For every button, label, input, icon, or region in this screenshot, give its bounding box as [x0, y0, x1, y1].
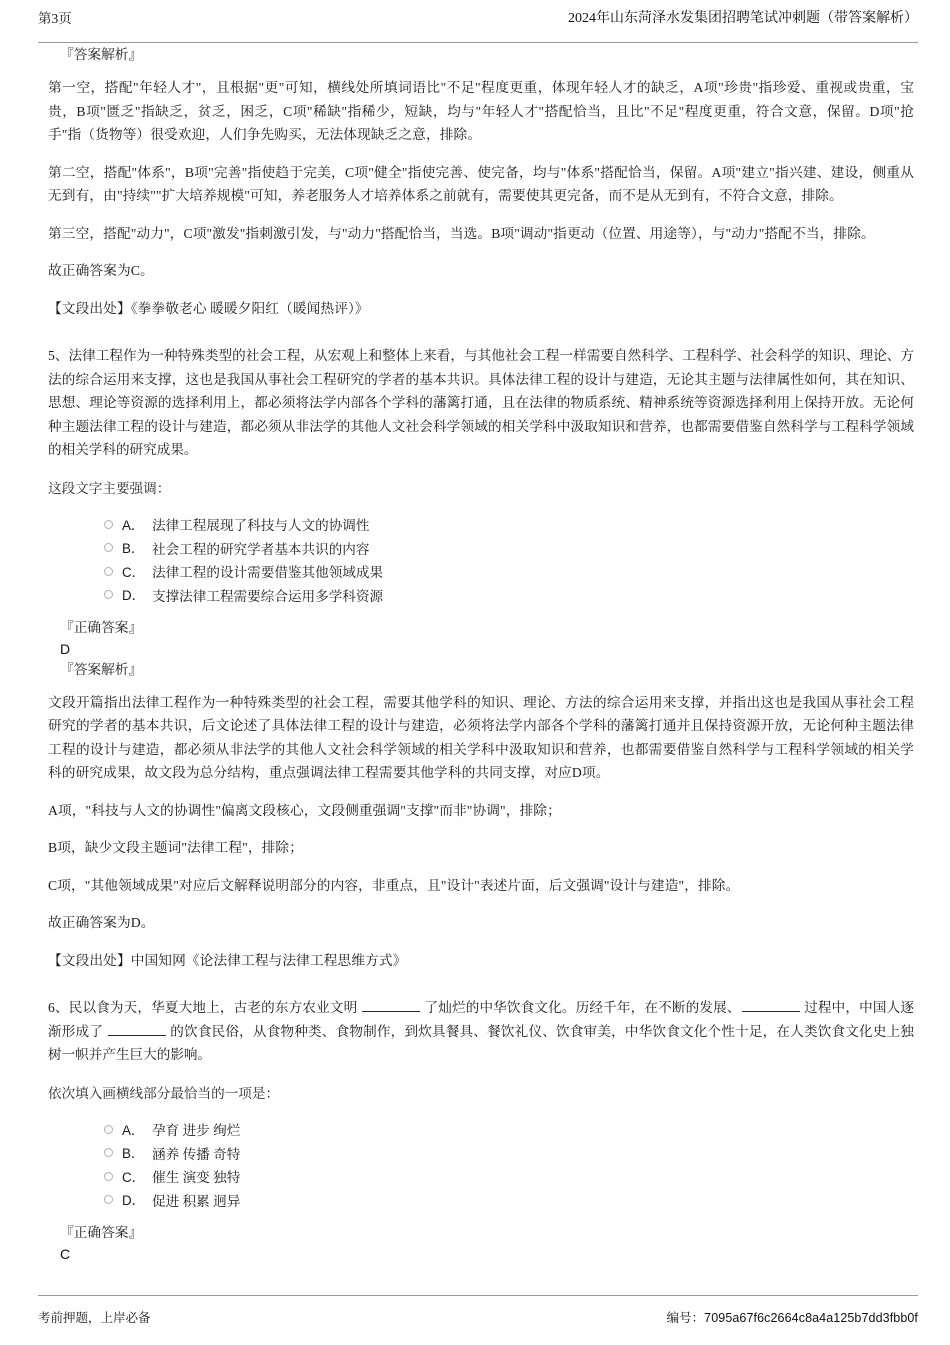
option-key: D． [122, 1193, 146, 1209]
analysis-option-b-q5: B项，缺少文段主题词"法律工程"，排除； [48, 840, 303, 855]
document-title: 2024年山东菏泽水发集团招聘笔试冲刺题（带答案解析） [568, 11, 918, 26]
analysis-main-q5: 文段开篇指出法律工程作为一种特殊类型的社会工程，需要其他学科的知识、理论、方法的综合运用来支撑，并指出这也是我国从事社会工程研究的学者的基本共识，后文论述了具体法律工程的设计与建造，必须将法学内部各个学科的藩篱打通并且保持资源开放，无论何种主题法律工程的设计与建造，都必须从非法学的其他人文社会科学领域的相关学科中汲取知识和营养，也都需要借鉴自然科学与工程科学领域的相关学科的研究成果，故文段为总分结构，重点强调法律工程需要其他学科的共同支撑，对应D项。 [48, 694, 914, 780]
option-label: 支撑法律工程需要综合运用多学科资源 [152, 588, 384, 604]
page-number: 第3页 [38, 11, 72, 26]
option-label: 法律工程展现了科技与人文的协调性 [152, 518, 370, 534]
analysis-paragraph-blank3: 第三空，搭配"动力"，C项"激发"指刺激引发，与"动力"搭配恰当，当选。B项"调动"指更动（位置、用途等），与"动力"搭配不当，排除。 [48, 225, 875, 241]
analysis-conclusion-q4: 故正确答案为C。 [48, 263, 154, 278]
option-a[interactable] [104, 513, 914, 537]
radio-button-icon[interactable] [104, 543, 113, 552]
option-key: D． [122, 588, 146, 604]
correct-answer-value-q6: C [60, 1245, 71, 1262]
option-label: 社会工程的研究学者基本共识的内容 [152, 541, 370, 557]
option-key: A． [122, 517, 145, 533]
analysis-paragraph-blank1: 第一空，搭配"年轻人才"，且根据"更"可知，横线处所填词语比"不足"程度更重，体现年轻人才的缺乏，A项"珍贵"指珍爱、重视或贵重，宝贵，B项"匮乏"指缺乏，贫乏，困乏，C项"稀缺"指稀少，短缺，均与"年轻人才"搭配恰当，且比"不足"程度更重，符合文意，保留。D项"抢手"指（货物等）很受欢迎，人们争先购买，无法体现缺乏之意，排除。 [48, 80, 914, 142]
option-key: C． [122, 564, 146, 580]
blank-underline-2 [742, 999, 800, 1012]
blank-underline-3 [108, 1023, 166, 1036]
analysis-label-q4: 『答案解析』 [60, 47, 143, 62]
option-d[interactable] [104, 1188, 914, 1212]
analysis-conclusion-q5: 故正确答案为D。 [48, 915, 155, 930]
option-key: B． [122, 1146, 145, 1162]
option-key: B． [122, 541, 145, 557]
option-label: 促进 积累 迥异 [152, 1193, 241, 1209]
question-6-stem-part1: 6、民以食为天，华夏大地上，古老的东方农业文明 [48, 1000, 361, 1015]
option-key: A． [122, 1122, 145, 1138]
page-content [48, 44, 914, 1264]
source-citation-q5: 【文段出处】中国知网《论法律工程与法律工程思维方式》 [48, 952, 407, 968]
question-5-prompt: 这段文字主要强调： [48, 480, 171, 496]
radio-button-icon[interactable] [104, 567, 113, 576]
analysis-option-a-q5: A项，"科技与人文的协调性"偏离文段核心，文段侧重强调"支撑"而非"协调"，排除； [48, 802, 561, 818]
spacer [48, 1212, 914, 1222]
radio-button-icon[interactable] [104, 1148, 113, 1157]
option-label: 催生 演变 独特 [152, 1170, 241, 1186]
blank-underline-1 [362, 999, 420, 1012]
radio-button-icon[interactable] [104, 1172, 113, 1181]
serial-label: 编号： [666, 1311, 705, 1325]
option-label: 法律工程的设计需要借鉴其他领域成果 [152, 565, 384, 581]
serial-value: 7095a67f6c2664c8a4a125b7dd3fbb0f [704, 1311, 918, 1325]
option-label: 孕育 进步 绚烂 [152, 1123, 241, 1139]
option-d[interactable] [104, 583, 914, 607]
option-c[interactable] [104, 560, 914, 584]
option-c[interactable] [104, 1165, 914, 1189]
question-6-stem-part3: 过程中，中国人逐渐形成了 [48, 1000, 914, 1039]
analysis-paragraph-blank2: 第二空，搭配"体系"，B项"完善"指使趋于完美，C项"健全"指使完善、使完备，均与"体系"搭配恰当，保留。A项"建立"指兴建、建设，侧重从无到有，由"持续""扩大培养规模"可知，养老服务人才培养体系之前就有，需要使其更完备，而不是从无到有，不符合文意，排除。 [48, 164, 914, 203]
question-6-stem-part2: 了灿烂的中华饮食文化。历经千年，在不断的发展、 [420, 1000, 741, 1015]
option-a[interactable] [104, 1118, 914, 1142]
footer-serial [667, 1309, 918, 1327]
spacer [48, 986, 914, 996]
question-5-stem: 5、法律工程作为一种特殊类型的社会工程，从宏观上和整体上来看，与其他社会工程一样需要自然科学、工程科学、社会科学的知识、理论、方法的综合运用来支撑，这也是我国从事社会工程研究的学者的基本共识。具体法律工程的设计与建造，无论其主题与法律属性如何，其在知识、思想、理论等资源的选择利用上，都必须将法学内部各个学科的藩篱打通，且在法律的物质系统、精神系统等资源选择利用上保持开放。无论何种主题法律工程的设计与建造，都必须从非法学的其他人文社会科学领域的相关学科中汲取知识和营养，也都需要借鉴自然科学与工程科学领域的相关学科的研究成果。 [48, 348, 914, 457]
spacer [48, 334, 914, 344]
source-citation-q4: 【文段出处】《拳拳敬老心 暖暖夕阳红（暖闻热评）》 [48, 300, 369, 316]
option-label: 涵养 传播 奇特 [152, 1146, 241, 1162]
option-b[interactable] [104, 1141, 914, 1165]
footer-slogan: 考前押题，上岸必备 [38, 1311, 151, 1325]
spacer [48, 66, 914, 76]
question-5-options [48, 513, 914, 607]
page-header [38, 10, 918, 43]
analysis-label-q5: 『答案解析』 [60, 661, 143, 677]
radio-button-icon[interactable] [104, 1125, 113, 1134]
analysis-option-c-q5: C项，"其他领域成果"对应后文解释说明部分的内容，非重点，且"设计"表述片面，后文强调"设计与建造"，排除。 [48, 877, 740, 893]
page-footer [38, 1295, 918, 1327]
radio-button-icon[interactable] [104, 590, 113, 599]
question-5 [48, 344, 914, 972]
spacer [48, 681, 914, 691]
correct-answer-label-q5: 『正确答案』 [60, 619, 143, 635]
radio-button-icon[interactable] [104, 520, 113, 529]
option-b[interactable] [104, 536, 914, 560]
spacer [48, 462, 914, 478]
question-6-stem-part4: 的饮食民俗，从食物种类、食物制作，到炊具餐具、餐饮礼仪、饮食审美，中华饮食文化个性十足，在人类饮食文化史上独树一帜并产生巨大的影响。 [48, 1023, 914, 1062]
radio-button-icon[interactable] [104, 1195, 113, 1204]
correct-answer-value-q5: D [60, 640, 71, 657]
question-6-stem [48, 996, 914, 1067]
spacer [48, 1067, 914, 1083]
question-6-prompt: 依次填入画横线部分最恰当的一项是： [48, 1085, 280, 1101]
correct-answer-label-q6: 『正确答案』 [60, 1224, 143, 1240]
spacer [48, 607, 914, 617]
option-key: C． [122, 1169, 146, 1185]
question-6 [48, 996, 914, 1264]
question-6-options [48, 1118, 914, 1212]
